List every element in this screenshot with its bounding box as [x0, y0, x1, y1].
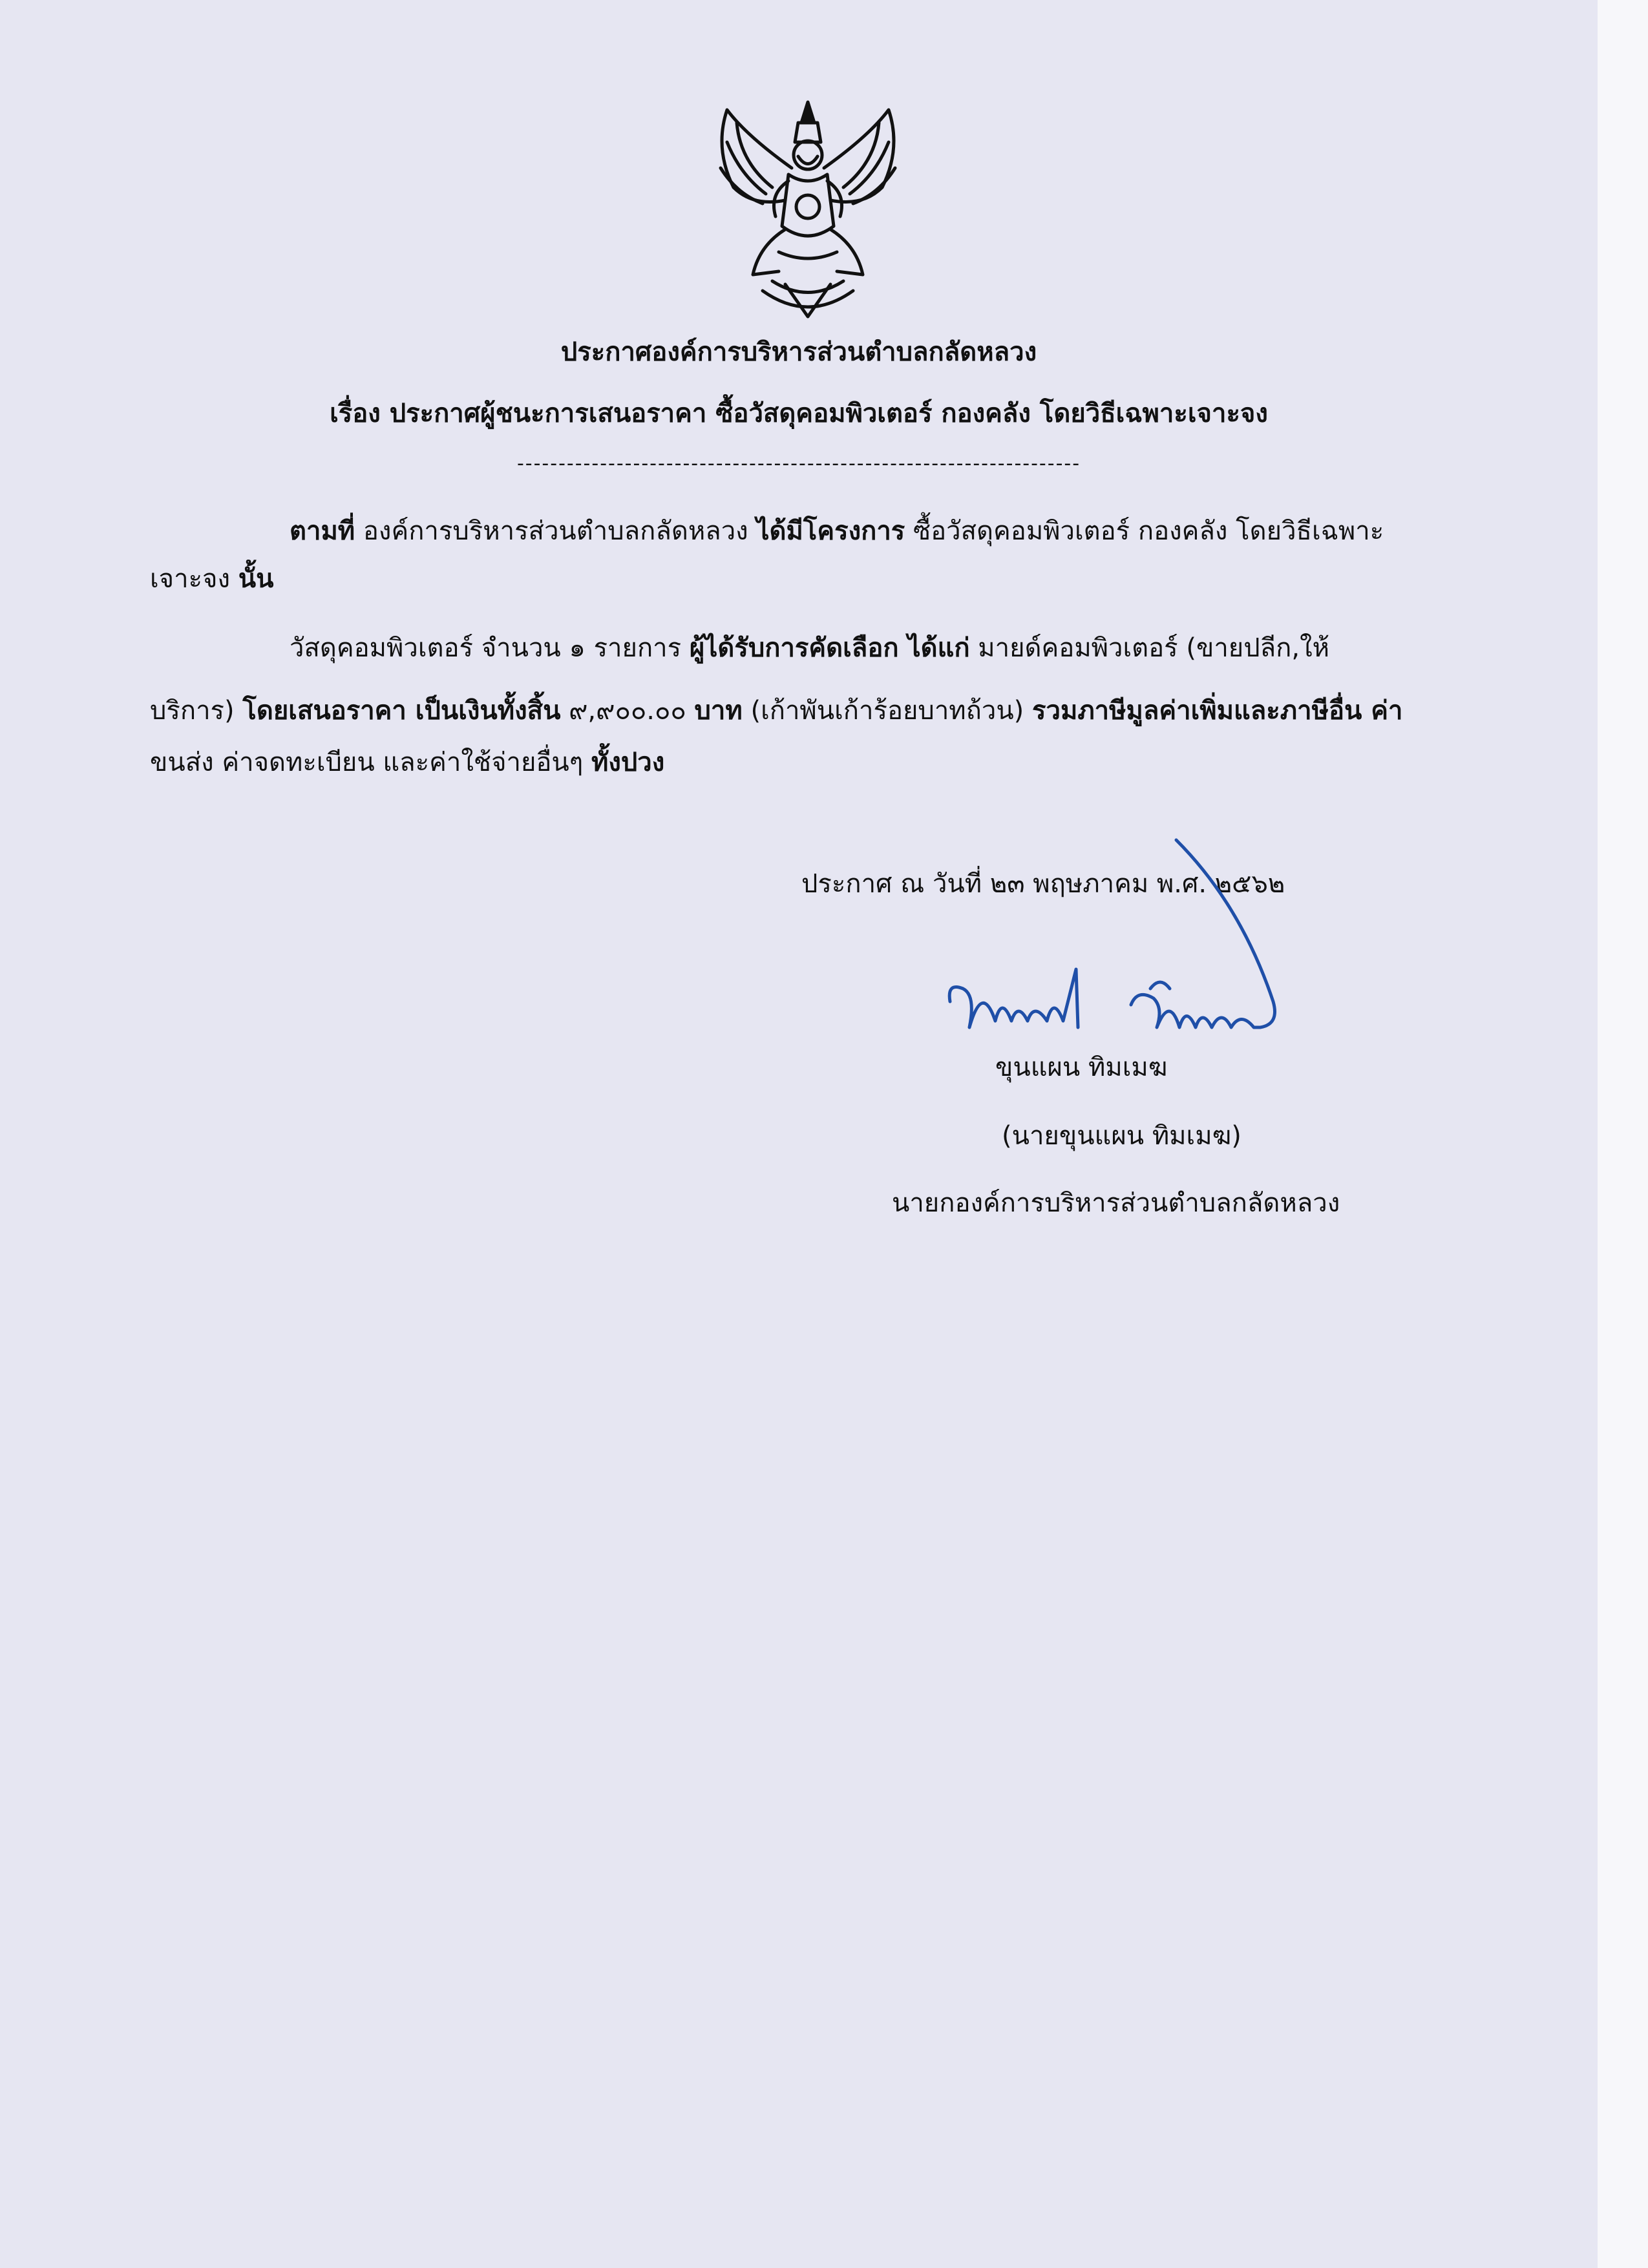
announcement-title: ประกาศองค์การบริหารส่วนตำบลกลัดหลวง [560, 337, 1037, 367]
handwritten-signature-icon [937, 834, 1299, 1066]
paragraph-2-line-3 [150, 743, 664, 782]
text-span: องค์การบริหารส่วนตำบลกลัดหลวง [355, 516, 757, 546]
text-span: ๙,๙๐๐.๐๐ [560, 696, 695, 726]
paragraph-1-line-1 [290, 512, 1384, 551]
text-span: ซื้อวัสดุคอมพิวเตอร์ กองคลัง โดยวิธีเฉพาะ [905, 516, 1384, 546]
announcement-date: ประกาศ ณ วันที่ ๒๓ พฤษภาคม พ.ศ. ๒๕๖๒ [801, 869, 1285, 899]
text-span: มายด์คอมพิวเตอร์ (ขายปลีก,ให้ [969, 633, 1329, 663]
signer-name: ขุนแผน ทิมเมฆ [995, 1053, 1168, 1082]
text-span: วัสดุคอมพิวเตอร์ จำนวน ๑ รายการ [290, 633, 690, 663]
paragraph-1-line-2 [150, 560, 273, 598]
text-span: เจาะจง [150, 564, 238, 594]
signer-full-name: (นายขุนแผน ทิมเมฆ) [1002, 1121, 1241, 1151]
announcement-subject: เรื่อง ประกาศผู้ชนะการเสนอราคา ซื้อวัสดุคอมพิวเตอร์ กองคลัง โดยวิธีเฉพาะเจาะจง [330, 399, 1268, 428]
text-span: นั้น [238, 564, 274, 594]
text-span: ได้มีโครงการ [756, 516, 905, 546]
text-span: รวมภาษีมูลค่าเพิ่มและภาษีอื่น ค่า [1032, 696, 1403, 726]
text-span: โดยเสนอราคา เป็นเงินทั้งสิ้น [242, 696, 561, 726]
paragraph-2-line-2 [150, 691, 1403, 730]
signer-position: นายกองค์การบริหารส่วนตำบลกลัดหลวง [892, 1188, 1340, 1218]
text-span: ทั้งปวง [591, 748, 665, 777]
text-span: ขนส่ง ค่าจดทะเบียน และค่าใช้จ่ายอื่นๆ [150, 748, 591, 777]
garuda-emblem-icon [701, 97, 914, 330]
text-span: ผู้ได้รับการคัดเลือก ได้แก่ [689, 633, 970, 663]
text-span: ตามที่ [290, 516, 355, 546]
scan-edge [1598, 0, 1648, 2268]
text-span: บาท [694, 696, 743, 726]
divider-line: -------------------------------------------------------------------- [516, 452, 1081, 475]
paragraph-2-line-1 [290, 629, 1329, 667]
text-span: (เก้าพันเก้าร้อยบาทถ้วน) [742, 696, 1032, 726]
text-span: บริการ) [150, 696, 243, 726]
